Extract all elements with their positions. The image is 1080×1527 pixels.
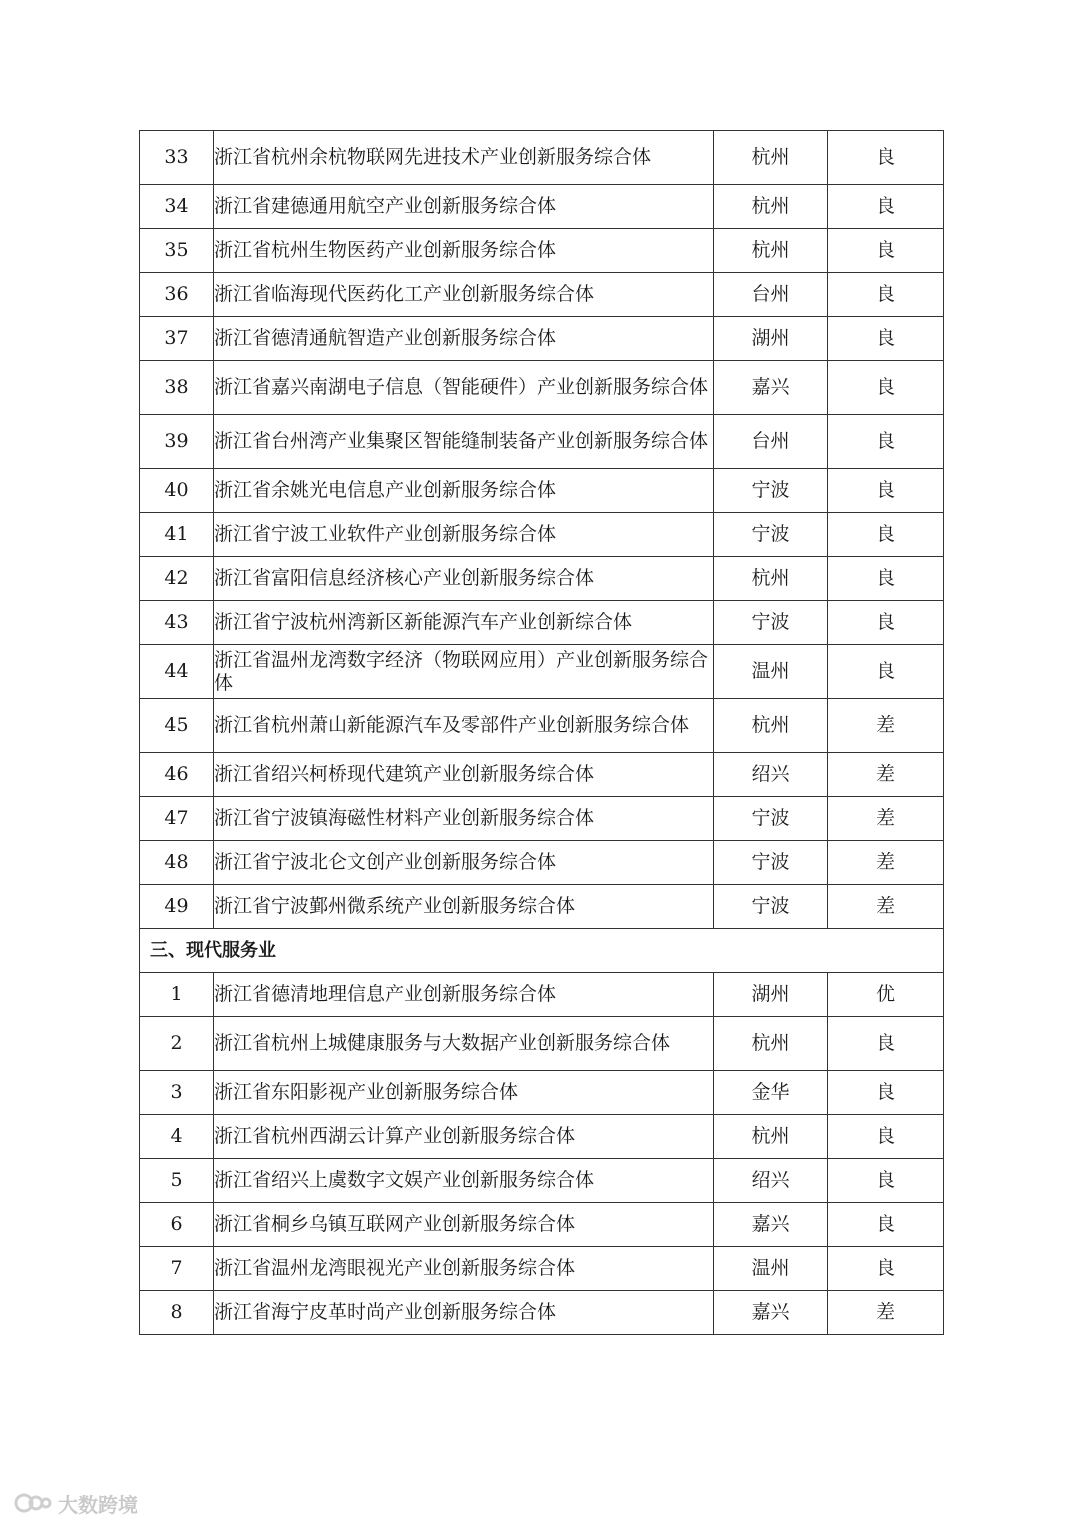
table-row	[140, 1017, 944, 1071]
complex-name: 浙江省绍兴柯桥现代建筑产业创新服务综合体	[214, 753, 714, 797]
complex-name: 浙江省杭州萧山新能源汽车及零部件产业创新服务综合体	[214, 699, 714, 753]
city: 台州	[714, 273, 828, 317]
city: 杭州	[714, 557, 828, 601]
table-row	[140, 601, 944, 645]
city: 杭州	[714, 185, 828, 229]
city: 杭州	[714, 1017, 828, 1071]
row-number: 6	[140, 1203, 214, 1247]
table-row	[140, 361, 944, 415]
complex-name: 浙江省富阳信息经济核心产业创新服务综合体	[214, 557, 714, 601]
grade: 差	[828, 753, 944, 797]
table-row	[140, 1291, 944, 1335]
row-number: 35	[140, 229, 214, 273]
row-number: 1	[140, 973, 214, 1017]
grade: 良	[828, 1115, 944, 1159]
complex-name: 浙江省绍兴上虞数字文娱产业创新服务综合体	[214, 1159, 714, 1203]
watermark-text: 大数跨境	[58, 1492, 138, 1517]
row-number: 33	[140, 131, 214, 185]
complex-name: 浙江省温州龙湾眼视光产业创新服务综合体	[214, 1247, 714, 1291]
complex-name: 浙江省德清地理信息产业创新服务综合体	[214, 973, 714, 1017]
complex-name: 浙江省台州湾产业集聚区智能缝制装备产业创新服务综合体	[214, 415, 714, 469]
grade: 良	[828, 361, 944, 415]
row-number: 46	[140, 753, 214, 797]
row-number: 3	[140, 1071, 214, 1115]
city: 台州	[714, 415, 828, 469]
table-row	[140, 131, 944, 185]
table-row	[140, 699, 944, 753]
city: 金华	[714, 1071, 828, 1115]
city: 宁波	[714, 797, 828, 841]
grade: 良	[828, 645, 944, 699]
city: 杭州	[714, 229, 828, 273]
complex-name: 浙江省海宁皮革时尚产业创新服务综合体	[214, 1291, 714, 1335]
table-row	[140, 1115, 944, 1159]
row-number: 34	[140, 185, 214, 229]
grade: 差	[828, 1291, 944, 1335]
city: 宁波	[714, 601, 828, 645]
section-title: 三、现代服务业	[140, 929, 944, 973]
row-number: 45	[140, 699, 214, 753]
city: 嘉兴	[714, 1203, 828, 1247]
row-number: 47	[140, 797, 214, 841]
city: 嘉兴	[714, 361, 828, 415]
grade: 差	[828, 699, 944, 753]
grade: 差	[828, 797, 944, 841]
complex-name: 浙江省宁波鄞州微系统产业创新服务综合体	[214, 885, 714, 929]
grade: 良	[828, 513, 944, 557]
grade: 差	[828, 885, 944, 929]
table-row	[140, 415, 944, 469]
complex-name: 浙江省宁波镇海磁性材料产业创新服务综合体	[214, 797, 714, 841]
section-header-row	[140, 929, 944, 973]
table-row	[140, 185, 944, 229]
city: 湖州	[714, 317, 828, 361]
grade: 良	[828, 1071, 944, 1115]
grade: 优	[828, 973, 944, 1017]
grade: 良	[828, 185, 944, 229]
row-number: 44	[140, 645, 214, 699]
table-row	[140, 469, 944, 513]
city: 绍兴	[714, 1159, 828, 1203]
table-row	[140, 513, 944, 557]
row-number: 7	[140, 1247, 214, 1291]
grade: 良	[828, 469, 944, 513]
city: 温州	[714, 1247, 828, 1291]
complex-name: 浙江省杭州西湖云计算产业创新服务综合体	[214, 1115, 714, 1159]
grade: 良	[828, 557, 944, 601]
city: 宁波	[714, 469, 828, 513]
table-row	[140, 645, 944, 699]
complex-name: 浙江省德清通航智造产业创新服务综合体	[214, 317, 714, 361]
complex-name: 浙江省杭州上城健康服务与大数据产业创新服务综合体	[214, 1017, 714, 1071]
grade: 良	[828, 1247, 944, 1291]
complex-name: 浙江省宁波北仑文创产业创新服务综合体	[214, 841, 714, 885]
table-row	[140, 557, 944, 601]
watermark-logo-icon	[14, 1490, 52, 1516]
complex-name: 浙江省温州龙湾数字经济（物联网应用）产业创新服务综合体	[214, 645, 714, 699]
table-row	[140, 973, 944, 1017]
complex-name: 浙江省宁波工业软件产业创新服务综合体	[214, 513, 714, 557]
city: 宁波	[714, 513, 828, 557]
grade: 良	[828, 273, 944, 317]
table-row	[140, 1159, 944, 1203]
table-row	[140, 797, 944, 841]
row-number: 8	[140, 1291, 214, 1335]
row-number: 4	[140, 1115, 214, 1159]
complex-name: 浙江省临海现代医药化工产业创新服务综合体	[214, 273, 714, 317]
table-row	[140, 841, 944, 885]
city: 杭州	[714, 131, 828, 185]
city: 宁波	[714, 885, 828, 929]
row-number: 43	[140, 601, 214, 645]
city: 宁波	[714, 841, 828, 885]
row-number: 36	[140, 273, 214, 317]
table-row	[140, 229, 944, 273]
city: 绍兴	[714, 753, 828, 797]
grade: 良	[828, 415, 944, 469]
table-row	[140, 1247, 944, 1291]
complex-name: 浙江省东阳影视产业创新服务综合体	[214, 1071, 714, 1115]
row-number: 39	[140, 415, 214, 469]
row-number: 37	[140, 317, 214, 361]
complex-name: 浙江省杭州生物医药产业创新服务综合体	[214, 229, 714, 273]
row-number: 48	[140, 841, 214, 885]
grade: 良	[828, 229, 944, 273]
table-row	[140, 273, 944, 317]
table-row	[140, 1071, 944, 1115]
row-number: 38	[140, 361, 214, 415]
watermark	[14, 1488, 138, 1518]
complex-name: 浙江省嘉兴南湖电子信息（智能硬件）产业创新服务综合体	[214, 361, 714, 415]
complex-name: 浙江省建德通用航空产业创新服务综合体	[214, 185, 714, 229]
table-row	[140, 885, 944, 929]
complex-name: 浙江省余姚光电信息产业创新服务综合体	[214, 469, 714, 513]
row-number: 42	[140, 557, 214, 601]
city: 杭州	[714, 699, 828, 753]
table-row	[140, 753, 944, 797]
city: 温州	[714, 645, 828, 699]
row-number: 40	[140, 469, 214, 513]
grade: 良	[828, 131, 944, 185]
complex-name: 浙江省宁波杭州湾新区新能源汽车产业创新综合体	[214, 601, 714, 645]
city: 湖州	[714, 973, 828, 1017]
grade: 良	[828, 1203, 944, 1247]
grade: 良	[828, 1017, 944, 1071]
complex-name: 浙江省杭州余杭物联网先进技术产业创新服务综合体	[214, 131, 714, 185]
grade: 良	[828, 601, 944, 645]
grade: 良	[828, 1159, 944, 1203]
grade: 差	[828, 841, 944, 885]
row-number: 2	[140, 1017, 214, 1071]
grade: 良	[828, 317, 944, 361]
city: 杭州	[714, 1115, 828, 1159]
row-number: 5	[140, 1159, 214, 1203]
complex-name: 浙江省桐乡乌镇互联网产业创新服务综合体	[214, 1203, 714, 1247]
evaluation-table	[139, 130, 944, 1335]
table-row	[140, 317, 944, 361]
row-number: 41	[140, 513, 214, 557]
row-number: 49	[140, 885, 214, 929]
table-row	[140, 1203, 944, 1247]
city: 嘉兴	[714, 1291, 828, 1335]
